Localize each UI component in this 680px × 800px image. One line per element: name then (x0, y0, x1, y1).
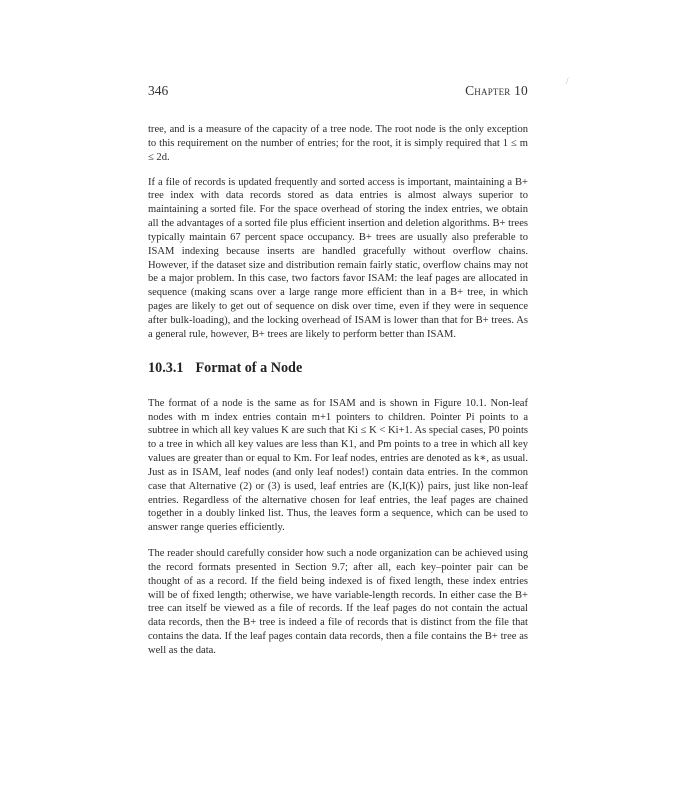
paragraph: The reader should carefully consider how such a node organization can be achieved using the record formats presented in Section 9.7; after all, each key–pointer pair can be thought of as a record. If the field being indexed is of fixed length, these index entries will be of fixed length; otherwise, we have variable-length records. In either case the B+ tree can itself be viewed as a file of records. If the leaf pages do not contain the actual data records, then the B+ tree is indeed a file of records that is distinct from the file that contains the data. If the leaf pages contain data records, then a file contains the B+ tree as well as the data. (148, 548, 528, 656)
chapter-number: 10 (514, 83, 528, 98)
paragraph: tree, and is a measure of the capacity of a tree node. The root node is the only exception to this requirement on the number of entries; for the root, it is simply required that 1 ≤ m ≤ 2d. (148, 124, 528, 163)
chapter-label (465, 83, 528, 99)
paragraph: The format of a node is the same as for ISAM and is shown in Figure 10.1. Non-leaf nodes with m index entries contain m+1 pointers to children. Pointer Pi points to a subtree in which all key values K are such that Ki ≤ K < Ki+1. As special cases, P0 points to a tree in which all key values are less than K1, and Pm points to a tree in which all key values are greater than or equal to Km. For leaf nodes, entries are denoted as k∗, as usual. Just as in ISAM, leaf nodes (and only leaf nodes!) contain data entries. In the common case that Alternative (2) or (3) is used, leaf entries are ⟨K,I(K)⟩ pairs, just like non-leaf entries. Regardless of the alternative chosen for leaf entries, the leaf pages are chained together in a doubly linked list. Thus, the leaves form a sequence, which can be used to answer range queries efficiently. (148, 397, 528, 534)
section-title: Format of a Node (195, 359, 303, 376)
chapter-word: Chapter (465, 83, 511, 98)
corner-mark: / (566, 76, 569, 86)
section-number: 10.3.1 (148, 359, 184, 376)
page-body (148, 123, 528, 658)
page-number: 346 (148, 83, 169, 98)
section-heading (148, 359, 528, 377)
paragraph: If a file of records is updated frequently and sorted access is important, maintaining a B+ tree index with data records stored as data entries is almost always superior to maintaining a sorted file. For the space overhead of storing the index entries, we obtain all the advantages of a sorted file plus efficient insertion and deletion algorithms. B+ trees typically maintain 67 percent space occupancy. B+ trees are usually also preferable to ISAM indexing because inserts are handled gracefully without overflow chains. However, if the dataset size and distribution remain fairly static, overflow chains may not be a major problem. In this case, two factors favor ISAM: the leaf pages are allocated in sequence (making scans over a large range more efficient than in a B+ tree, in which pages are likely to get out of sequence on disk over time, even if they were in sequence after bulk-loading), and the locking overhead of ISAM is lower than that for B+ trees. As a general rule, however, B+ trees are likely to perform better than ISAM. (148, 176, 528, 340)
